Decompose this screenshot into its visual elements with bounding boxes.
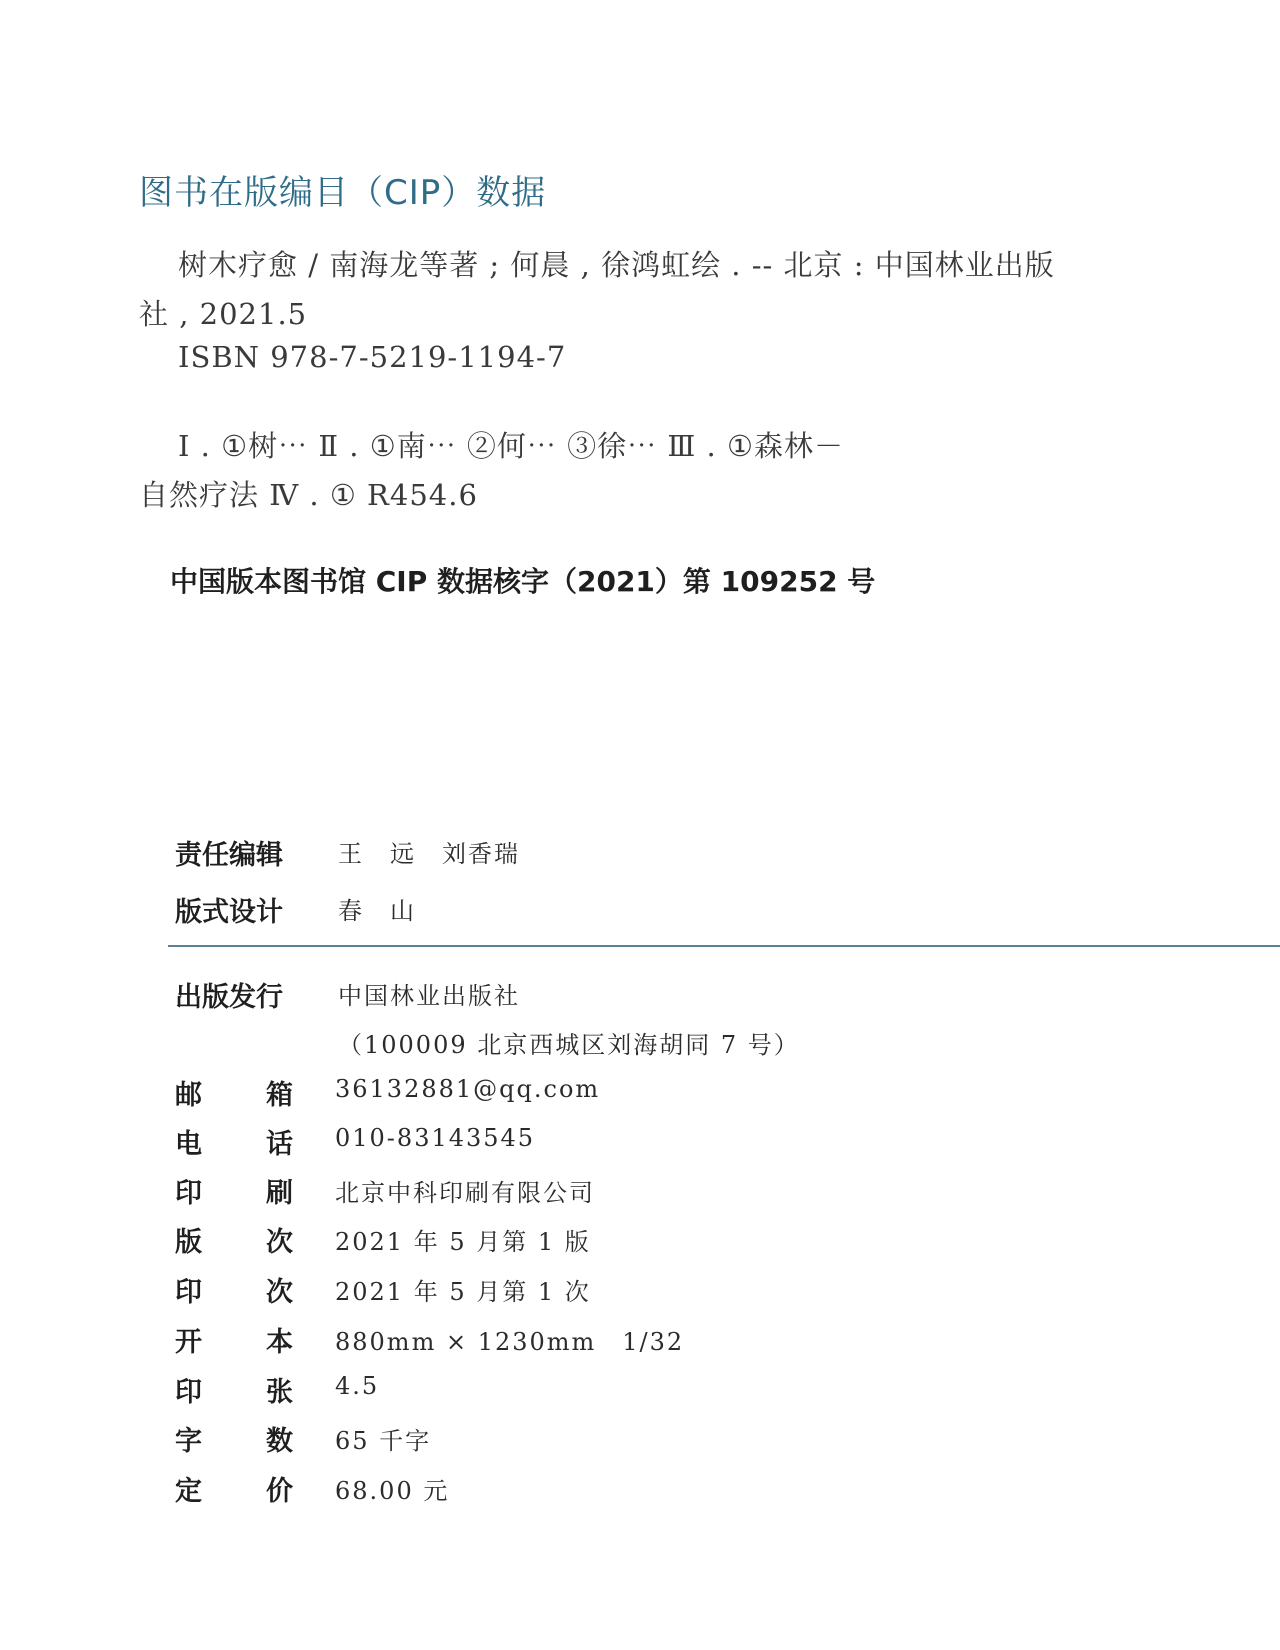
detail-label-printer: 印 刷 bbox=[175, 1178, 293, 1209]
cip-title-line-2: 社 , 2021.5 bbox=[139, 297, 308, 331]
detail-value-format: 880mm × 1230mm 1/32 bbox=[335, 1328, 685, 1356]
cip-classification-line-2: 自然疗法 Ⅳ . ① R454.6 bbox=[139, 478, 478, 512]
detail-value-wordcount: 65 千字 bbox=[335, 1427, 432, 1455]
detail-label-price: 定 价 bbox=[175, 1476, 293, 1507]
detail-label-edition: 版 次 bbox=[175, 1227, 293, 1258]
detail-value-edition: 2021 年 5 月第 1 版 bbox=[335, 1228, 591, 1256]
detail-label-impression: 印 次 bbox=[175, 1277, 293, 1308]
detail-label-email: 邮 箱 bbox=[175, 1080, 293, 1111]
publisher-label: 出版发行 bbox=[175, 982, 283, 1013]
cip-title-line-1: 树木疗愈 / 南海龙等著 ; 何晨 , 徐鸿虹绘 . -- 北京 : 中国林业出版 bbox=[178, 248, 1055, 282]
detail-label-phone: 电 话 bbox=[175, 1129, 293, 1160]
publisher-address: （100009 北京西城区刘海胡同 7 号） bbox=[338, 1031, 800, 1059]
cip-heading: 图书在版编目（CIP）数据 bbox=[139, 173, 547, 213]
credit-label-layout: 版式设计 bbox=[175, 897, 283, 928]
detail-value-phone: 010-83143545 bbox=[335, 1124, 536, 1152]
publisher-name: 中国林业出版社 bbox=[338, 982, 520, 1010]
credit-value-editor: 王 远 刘香瑞 bbox=[338, 840, 520, 868]
section-divider bbox=[168, 945, 1280, 947]
detail-value-impression: 2021 年 5 月第 1 次 bbox=[335, 1278, 591, 1306]
credit-label-editor: 责任编辑 bbox=[175, 840, 283, 871]
detail-value-sheets: 4.5 bbox=[335, 1372, 380, 1400]
detail-value-printer: 北京中科印刷有限公司 bbox=[335, 1179, 595, 1207]
detail-value-email: 36132881@qq.com bbox=[335, 1075, 601, 1103]
credit-value-layout: 春 山 bbox=[338, 897, 416, 925]
cip-isbn: ISBN 978-7-5219-1194-7 bbox=[178, 340, 567, 374]
cip-classification-line-1: Ⅰ . ①树⋯ Ⅱ . ①南⋯ ②何⋯ ③徐⋯ Ⅲ . ①森林－ bbox=[178, 429, 844, 463]
detail-label-format: 开 本 bbox=[175, 1327, 293, 1358]
detail-label-wordcount: 字 数 bbox=[175, 1426, 293, 1457]
detail-value-price: 68.00 元 bbox=[335, 1477, 450, 1505]
cip-approval-number: 中国版本图书馆 CIP 数据核字（2021）第 109252 号 bbox=[170, 565, 876, 598]
detail-label-sheets: 印 张 bbox=[175, 1377, 293, 1408]
